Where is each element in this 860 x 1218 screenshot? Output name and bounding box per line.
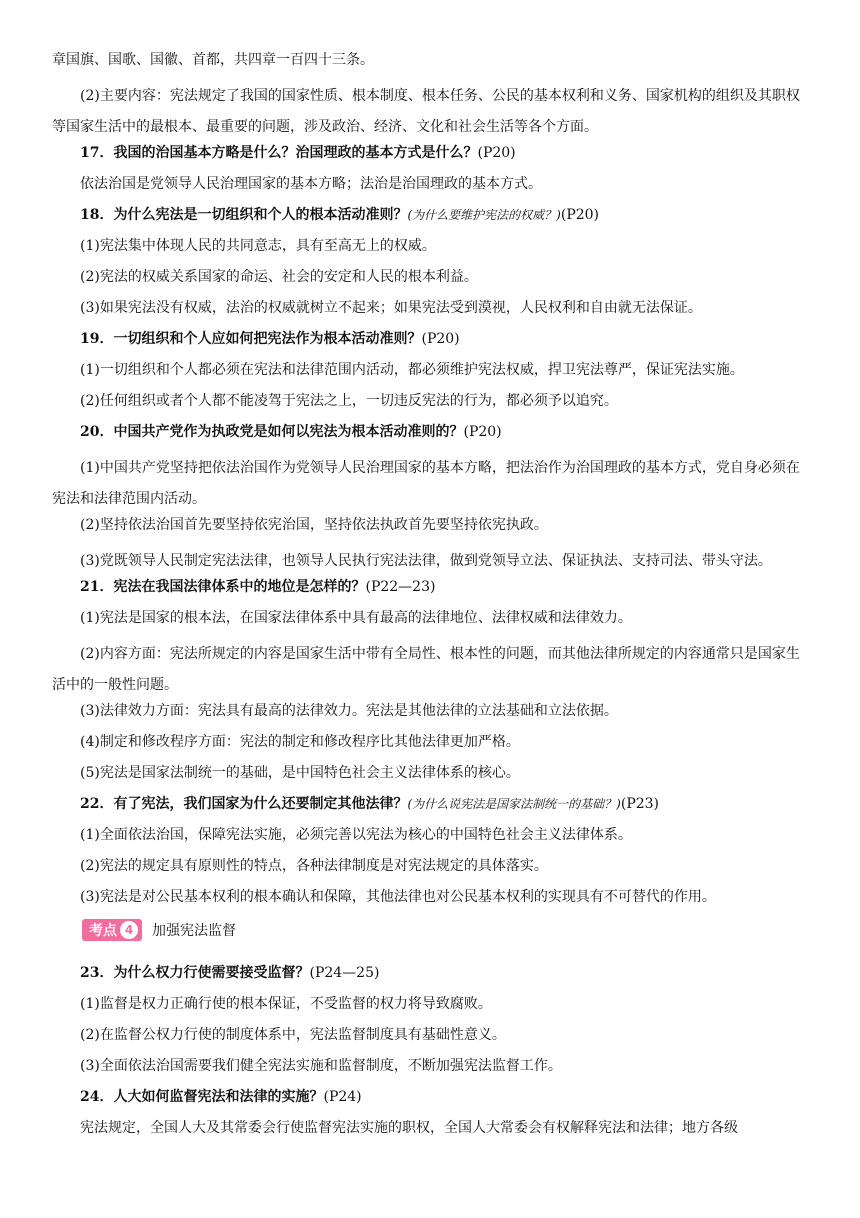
text-line: 章国旗、国歌、国徽、首都，共四章一百四十三条。 — [52, 52, 374, 68]
answer-line: (3)如果宪法没有权威，法治的权威就树立不起来；如果宪法受到漠视，人民权利和自由就无法保证。 — [80, 300, 702, 316]
section-title: 加强宪法监督 — [152, 923, 236, 939]
question-text: 22．有了宪法，我们国家为什么还要制定其他法律？ — [80, 796, 408, 812]
answer-line: (2)任何组织或者个人都不能凌驾于宪法之上，一切违反宪法的行为，都必须予以追究。 — [80, 393, 618, 409]
question-text: 24．人大如何监督宪法和法律的实施？ — [80, 1089, 324, 1105]
answer-line: (5)宪法是国家法制统一的基础，是中国特色社会主义法律体系的核心。 — [80, 765, 520, 781]
question-text: 23．为什么权力行使需要接受监督？ — [80, 965, 310, 981]
answer-paragraph: (2)内容方面：宪法所规定的内容是国家生活中带有全局性、根本性的问题，而其他法律所规定的内容通常只是国家生活中的一般性问题。 — [52, 646, 800, 693]
answer-line: (4)制定和修改程序方面：宪法的制定和修改程序比其他法律更加严格。 — [80, 734, 520, 750]
question-text: 20．中国共产党作为执政党是如何以宪法为根本活动准则的？ — [80, 424, 464, 440]
answer-line: (3)法律效力方面：宪法具有最高的法律效力。宪法是其他法律的立法基础和立法依据。 — [80, 703, 618, 719]
page-reference: (P24—25) — [309, 965, 380, 981]
answer-line: (2)坚持依法治国首先要坚持依宪治国，坚持依法执政首先要坚持依宪执政。 — [80, 517, 548, 533]
text-paragraph: (2)主要内容：宪法规定了我国的国家性质、根本制度、根本任务、公民的基本权利和义务、国家机构的组织及其职权等国家生活中的最根本、最重要的问题，涉及政治、经济、文化和社会生活等各个方面。 — [52, 88, 800, 135]
badge-label: 考点 — [89, 923, 117, 939]
question-text: 17．我国的治国基本方略是什么？治国理政的基本方式是什么？ — [80, 145, 478, 161]
question-24 — [52, 1087, 808, 1107]
question-22 — [52, 794, 808, 814]
page-reference: (P20) — [463, 424, 502, 440]
answer-line: (2)宪法的权威关系国家的命运、社会的安定和人民的根本利益。 — [80, 269, 478, 285]
page-reference: (P20) — [421, 331, 460, 347]
answer-line: (2)在监督公权力行使的制度体系中，宪法监督制度具有基础性意义。 — [80, 1027, 506, 1043]
question-19 — [52, 329, 808, 349]
answer-paragraph: (3)党既领导人民制定宪法法律，也领导人民执行宪法法律，做到党领导立法、保证执法、支持司法、带头守法。 — [80, 553, 772, 569]
answer-line: (3)宪法是对公民基本权利的根本确认和保障，其他法律也对公民基本权利的实现具有不可替代的作用。 — [80, 889, 716, 905]
answer-line: (2)宪法的规定具有原则性的特点，各种法律制度是对宪法规定的具体落实。 — [80, 858, 548, 874]
answer-line: 宪法规定，全国人大及其常委会行使监督宪法实施的职权，全国人大常委会有权解释宪法和法律；地方各级 — [80, 1120, 738, 1136]
question-text: 21．宪法在我国法律体系中的地位是怎样的？ — [80, 579, 366, 595]
question-text: 19．一切组织和个人应如何把宪法作为根本活动准则？ — [80, 331, 422, 347]
badge-number: 4 — [120, 921, 138, 939]
section-header — [82, 919, 808, 941]
question-23 — [52, 963, 808, 983]
answer-line: (1)宪法是国家的根本法，在国家法律体系中具有最高的法律地位、法律权威和法律效力。 — [80, 610, 632, 626]
page-reference: (P20) — [477, 145, 516, 161]
page-reference: (P24) — [323, 1089, 362, 1105]
section-badge — [82, 919, 142, 941]
question-18 — [52, 205, 808, 225]
answer-line: (1)一切组织和个人都必须在宪法和法律范围内活动，都必须维护宪法权威，捍卫宪法尊严，保证宪法实施。 — [80, 362, 744, 378]
answer-line: (3)全面依法治国需要我们健全宪法实施和监督制度，不断加强宪法监督工作。 — [80, 1058, 562, 1074]
question-text: 18．为什么宪法是一切组织和个人的根本活动准则？ — [80, 207, 408, 223]
answer-paragraph: (1)中国共产党坚持把依法治国作为党领导人民治理国家的基本方略，把法治作为治国理政的基本方式，党自身必须在宪法和法律范围内活动。 — [52, 460, 800, 507]
page-reference: (P20) — [560, 207, 600, 223]
answer-line: (1)监督是权力正确行使的根本保证，不受监督的权力将导致腐败。 — [80, 996, 492, 1012]
answer-line: (1)全面依法治国，保障宪法实施，必须完善以宪法为核心的中国特色社会主义法律体系。 — [80, 827, 632, 843]
page-reference: (P23) — [620, 796, 660, 812]
answer-line: (1)宪法集中体现人民的共同意志，具有至高无上的权威。 — [80, 238, 436, 254]
answer-line: 依法治国是党领导人民治理国家的基本方略；法治是治国理政的基本方式。 — [80, 176, 542, 192]
question-20 — [52, 422, 808, 442]
question-note: (为什么要维护宪法的权威？) — [407, 208, 561, 222]
question-21 — [52, 577, 808, 597]
question-17 — [52, 143, 808, 163]
question-note: (为什么说宪法是国家法制统一的基础？) — [407, 797, 621, 811]
page-reference: (P22—23) — [365, 579, 436, 595]
